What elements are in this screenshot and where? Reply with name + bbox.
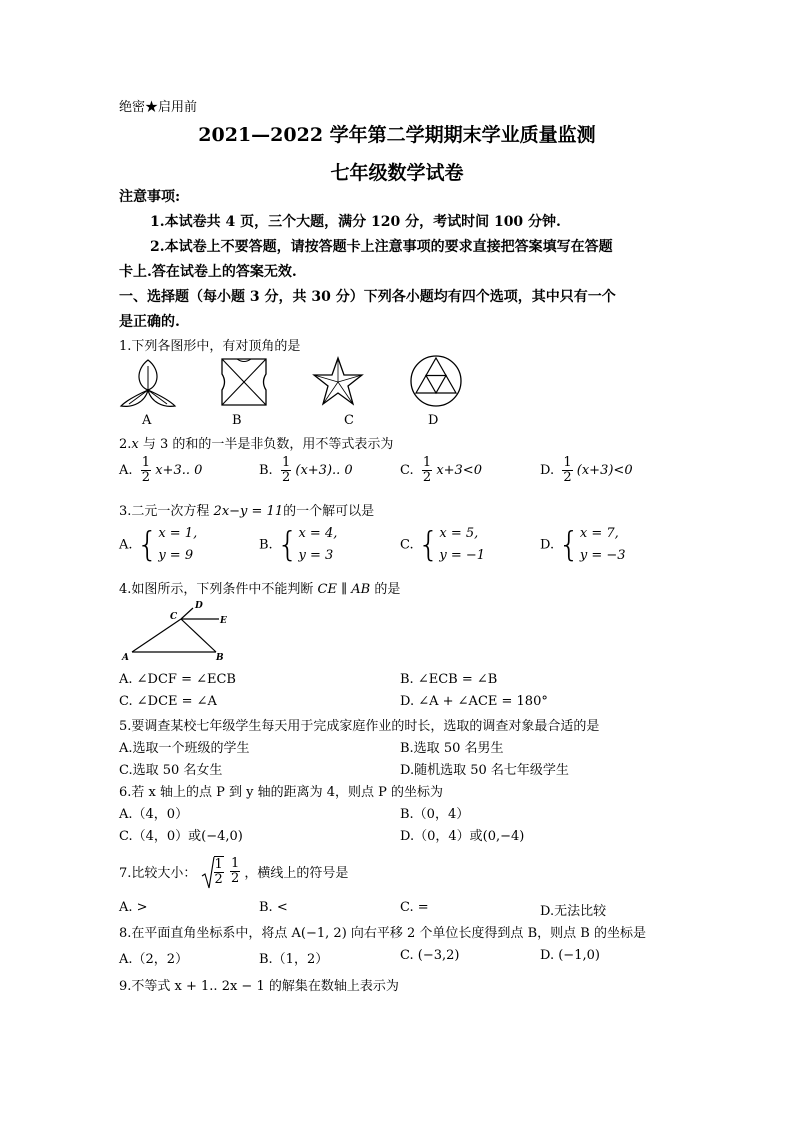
q1-figure-b [219, 356, 269, 408]
q5-option-b[interactable]: B.选取 50 名男生 [400, 741, 504, 756]
q4-label-d: D [195, 601, 203, 611]
note-item-2-line1: 2.本试卷上不要答题，请按答题卡上注意事项的要求直接把答案填写在答题 [150, 239, 613, 255]
q1-figure-c [311, 356, 365, 408]
section1-heading-line1: 一、选择题（每小题 3 分，共 30 分）下列各小题均有四个选项，其中只有一个 [119, 289, 616, 305]
confidential-mark: 绝密★启用前 [119, 100, 198, 115]
q3-option-a[interactable]: A. {x = 1, y = 9 [119, 525, 198, 565]
q2-option-d[interactable]: D. $\frac{1}{2}$ (x+3)<0 [540, 455, 633, 485]
q1-stem: 1.下列各图形中，有对顶角的是 [119, 339, 301, 354]
q1-label-b: B [232, 413, 242, 428]
q8-option-c[interactable]: C. (−3,2) [400, 948, 460, 963]
q3-option-d[interactable]: D. {x = 7, y = −3 [540, 525, 626, 565]
q6-option-a[interactable]: A.（4，0） [119, 807, 189, 822]
q1-label-c: C [344, 413, 354, 428]
q2-d-fraction: $\frac{1}{2}$ [563, 455, 572, 485]
q6-option-c[interactable]: C.（4，0）或(−4,0) [119, 829, 243, 844]
q2-option-b[interactable]: B. $\frac{1}{2}$ (x+3).. 0 [259, 455, 353, 485]
q1-label-d: D [428, 413, 439, 428]
q2-stem: 2.x 与 3 的和的一半是非负数，用不等式表示为 [119, 437, 394, 452]
q4-option-a[interactable]: A. ∠DCF = ∠ECB [119, 672, 236, 687]
q7-option-b[interactable]: B. < [259, 900, 288, 915]
q9-stem: 9.不等式 x + 1.. 2x − 1 的解集在数轴上表示为 [119, 979, 399, 994]
q8-option-d[interactable]: D. (−1,0) [540, 948, 600, 963]
q7-option-d[interactable]: D.无法比较 [540, 904, 607, 919]
q2-b-fraction: $\frac{1}{2}$ [281, 455, 291, 485]
q4-label-a: A [122, 653, 129, 663]
q1-figure-a [119, 356, 177, 410]
q6-option-d[interactable]: D.（0，4）或(0,−4) [400, 829, 525, 844]
q6-stem: 6.若 x 轴上的点 P 到 y 轴的距离为 4，则点 P 的坐标为 [119, 785, 444, 800]
section1-heading-line2: 是正确的. [119, 314, 180, 330]
q4-stem: 4.如图所示，下列条件中不能判断 CE ∥ AB 的是 [119, 582, 401, 597]
note-item-1: 1.本试卷共 4 页，三个大题，满分 120 分，考试时间 100 分钟. [150, 214, 561, 230]
q3-option-c[interactable]: C. {x = 5, y = −1 [400, 525, 486, 565]
note-item-2-line2: 卡上.答在试卷上的答案无效. [119, 264, 297, 280]
q5-stem: 5.要调查某校七年级学生每天用于完成家庭作业的时长，选取的调查对象最合适的是 [119, 719, 600, 734]
q4-figure [118, 598, 238, 664]
q7-option-c[interactable]: C. = [400, 900, 429, 915]
q2-option-c[interactable]: C. $\frac{1}{2}$ x+3<0 [400, 455, 482, 485]
q4-label-c: C [170, 612, 178, 622]
q3-option-b[interactable]: B. {x = 4, y = 3 [259, 525, 338, 565]
q8-option-a[interactable]: A.（2，2） [119, 952, 189, 967]
q8-stem: 8.在平面直角坐标系中，将点 A(−1, 2) 向右平移 2 个单位长度得到点 B，则点 B 的坐标是 [119, 926, 646, 941]
q1-label-a: A [142, 413, 152, 428]
q7-sqrt-fraction: $\frac{1}{2}$ [214, 857, 223, 887]
q7-fraction: $\frac{1}{2}$ [230, 856, 240, 886]
q1-figure-d [409, 354, 463, 408]
notes-heading: 注意事项: [119, 189, 181, 205]
q7-stem: 7.比较大小： $\frac{1}{2}$ $\frac{1}{2}$ ，横线上的符号是 [119, 856, 349, 887]
q2-a-fraction: $\frac{1}{2}$ [141, 455, 151, 485]
q4-label-e: E [220, 616, 227, 626]
q8-option-b[interactable]: B.（1，2） [259, 952, 329, 967]
q5-option-d[interactable]: D.随机选取 50 名七年级学生 [400, 763, 569, 778]
exam-subtitle: 七年级数学试卷 [330, 162, 464, 184]
q7-sqrt [201, 856, 224, 887]
q4-option-d[interactable]: D. ∠A + ∠ACE = 180° [400, 694, 548, 709]
q6-option-b[interactable]: B.（0，4） [400, 807, 470, 822]
q5-option-c[interactable]: C.选取 50 名女生 [119, 763, 223, 778]
q4-option-c[interactable]: C. ∠DCE = ∠A [119, 694, 217, 709]
q7-option-a[interactable]: A. > [119, 900, 148, 915]
q4-option-b[interactable]: B. ∠ECB = ∠B [400, 672, 498, 687]
exam-title: 2021—2022 学年第二学期期末学业质量监测 [198, 124, 596, 146]
q3-stem: 3.二元一次方程 2x−y = 11的一个解可以是 [119, 504, 375, 519]
q2-option-a[interactable]: A. $\frac{1}{2}$ x+3.. 0 [119, 455, 203, 485]
q4-label-b: B [216, 653, 224, 663]
q5-option-a[interactable]: A.选取一个班级的学生 [119, 741, 250, 756]
q2-c-fraction: $\frac{1}{2}$ [422, 455, 432, 485]
